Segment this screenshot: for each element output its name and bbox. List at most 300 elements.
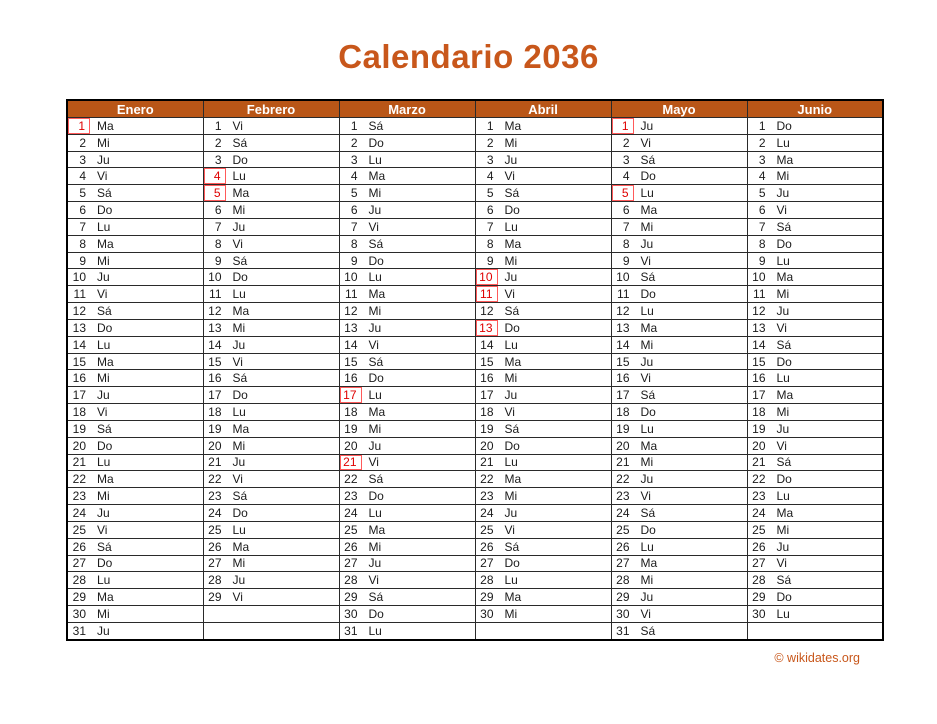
day-abbrev: Ma — [504, 236, 522, 251]
day-abbrev: Do — [640, 404, 656, 419]
day-abbrev: Ju — [640, 472, 654, 487]
day-number: 23 — [208, 489, 222, 504]
day-abbrev: Vi — [640, 371, 651, 386]
day-number: 28 — [480, 573, 494, 588]
day-abbrev: Ju — [504, 388, 518, 403]
day-number: 14 — [208, 337, 222, 352]
day-abbrev: Ju — [97, 152, 110, 167]
day-abbrev: Vi — [368, 455, 379, 470]
day-number: 10 — [208, 270, 222, 285]
day-number: 3 — [79, 152, 86, 167]
day-abbrev: Vi — [640, 606, 651, 621]
day-number: 24 — [72, 505, 86, 520]
day-abbrev: Ju — [504, 152, 518, 167]
day-row-14 — [67, 336, 883, 353]
day-abbrev: Ma — [776, 388, 794, 403]
day-cell-enero-27 — [67, 555, 203, 572]
day-number: 12 — [208, 304, 222, 319]
day-abbrev: Ju — [97, 623, 110, 638]
day-number: 1 — [350, 118, 358, 133]
day-number: 17 — [616, 388, 630, 403]
day-number: 5 — [350, 186, 358, 201]
day-number: 8 — [79, 236, 86, 251]
day-abbrev: Lu — [640, 304, 654, 319]
day-abbrev: Lu — [504, 219, 518, 234]
day-number-holiday: 13 — [476, 320, 498, 336]
day-row-21 — [67, 454, 883, 471]
day-cell-junio-15 — [747, 353, 883, 370]
day-number: 7 — [214, 219, 222, 234]
day-number: 10 — [72, 270, 86, 285]
day-abbrev: Sá — [232, 253, 248, 268]
day-number: 3 — [350, 152, 358, 167]
day-abbrev: Sá — [232, 135, 248, 150]
day-cell-abril-28 — [475, 572, 611, 589]
day-cell-febrero-16 — [203, 370, 339, 387]
day-abbrev: Lu — [640, 421, 654, 436]
day-abbrev: Ma — [232, 186, 250, 201]
day-abbrev: Mi — [368, 421, 382, 436]
day-cell-febrero-17 — [203, 387, 339, 404]
day-abbrev: Lu — [504, 455, 518, 470]
day-cell-mayo-3 — [611, 151, 747, 168]
day-abbrev: Ju — [368, 556, 382, 571]
day-abbrev: Do — [776, 236, 792, 251]
day-abbrev: Vi — [776, 438, 787, 453]
day-abbrev: Vi — [776, 556, 787, 571]
day-number: 13 — [344, 320, 358, 335]
day-number: 8 — [486, 236, 494, 251]
day-cell-enero-4 — [67, 168, 203, 185]
day-number: 1 — [214, 118, 222, 133]
day-cell-marzo-4 — [339, 168, 475, 185]
day-abbrev: Vi — [504, 522, 515, 537]
day-cell-marzo-10 — [339, 269, 475, 286]
day-number: 15 — [480, 354, 494, 369]
day-cell-mayo-6 — [611, 202, 747, 219]
day-number: 4 — [758, 169, 766, 184]
day-cell-enero-29 — [67, 589, 203, 606]
day-number: 3 — [758, 152, 766, 167]
day-abbrev: Do — [232, 388, 248, 403]
day-abbrev: Do — [232, 505, 248, 520]
day-abbrev: Do — [504, 320, 520, 335]
day-number: 19 — [616, 421, 630, 436]
day-cell-febrero-5 — [203, 185, 339, 202]
day-number: 6 — [622, 203, 630, 218]
day-number: 12 — [344, 304, 358, 319]
day-number: 6 — [350, 203, 358, 218]
day-abbrev: Vi — [368, 219, 379, 234]
day-number: 22 — [208, 472, 222, 487]
day-cell-marzo-7 — [339, 218, 475, 235]
day-number: 22 — [752, 472, 766, 487]
day-cell-febrero-24 — [203, 505, 339, 522]
day-cell-febrero-23 — [203, 488, 339, 505]
day-abbrev: Sá — [97, 186, 112, 201]
day-cell-mayo-12 — [611, 303, 747, 320]
day-cell-abril-19 — [475, 420, 611, 437]
day-cell-marzo-12 — [339, 303, 475, 320]
day-cell-junio-16 — [747, 370, 883, 387]
day-abbrev: Sá — [640, 623, 656, 638]
day-cell-junio-2 — [747, 134, 883, 151]
day-number: 9 — [486, 253, 494, 268]
day-cell-mayo-16 — [611, 370, 747, 387]
day-cell-abril-3 — [475, 151, 611, 168]
day-cell-abril-18 — [475, 404, 611, 421]
day-cell-marzo-11 — [339, 286, 475, 303]
footer-copyright-link[interactable]: © wikidates.org — [774, 651, 860, 665]
day-number: 7 — [758, 219, 766, 234]
day-cell-enero-12 — [67, 303, 203, 320]
day-number: 4 — [486, 169, 494, 184]
day-number: 22 — [480, 472, 494, 487]
day-abbrev: Lu — [776, 371, 790, 386]
day-row-2 — [67, 134, 883, 151]
day-number: 27 — [344, 556, 358, 571]
day-cell-mayo-8 — [611, 235, 747, 252]
day-number: 23 — [344, 489, 358, 504]
day-cell-junio-10 — [747, 269, 883, 286]
day-number: 22 — [616, 472, 630, 487]
day-cell-junio-21 — [747, 454, 883, 471]
month-header-marzo: Marzo — [339, 100, 475, 118]
day-number: 4 — [79, 169, 86, 184]
day-cell-mayo-17 — [611, 387, 747, 404]
month-header-mayo: Mayo — [611, 100, 747, 118]
day-cell-mayo-27 — [611, 555, 747, 572]
empty-cell — [203, 622, 339, 639]
day-cell-febrero-7 — [203, 218, 339, 235]
day-cell-abril-20 — [475, 437, 611, 454]
day-cell-abril-16 — [475, 370, 611, 387]
day-row-9 — [67, 252, 883, 269]
day-abbrev: Lu — [368, 270, 382, 285]
day-number: 11 — [617, 287, 630, 302]
day-number-holiday: 4 — [204, 168, 226, 184]
day-abbrev: Lu — [776, 489, 790, 504]
day-number: 19 — [208, 421, 222, 436]
day-row-16 — [67, 370, 883, 387]
day-cell-febrero-9 — [203, 252, 339, 269]
day-number: 16 — [344, 371, 358, 386]
day-cell-enero-22 — [67, 471, 203, 488]
day-number: 17 — [752, 388, 766, 403]
day-row-1 — [67, 118, 883, 135]
day-cell-junio-4 — [747, 168, 883, 185]
day-abbrev: Ju — [97, 388, 110, 403]
day-number: 29 — [72, 590, 86, 605]
day-row-28 — [67, 572, 883, 589]
day-number: 7 — [350, 219, 358, 234]
day-cell-junio-27 — [747, 555, 883, 572]
day-abbrev: Vi — [640, 253, 651, 268]
day-abbrev: Ma — [368, 169, 386, 184]
day-cell-febrero-13 — [203, 319, 339, 336]
day-abbrev: Ju — [232, 455, 246, 470]
day-cell-mayo-10 — [611, 269, 747, 286]
day-abbrev: Do — [368, 606, 384, 621]
day-abbrev: Ma — [504, 118, 522, 133]
day-number: 1 — [758, 118, 766, 133]
day-number: 24 — [480, 505, 494, 520]
day-number: 27 — [480, 556, 494, 571]
day-abbrev: Do — [640, 169, 656, 184]
day-number: 17 — [480, 388, 494, 403]
day-number: 28 — [344, 573, 358, 588]
day-abbrev: Sá — [97, 304, 112, 319]
day-cell-abril-4 — [475, 168, 611, 185]
day-row-29 — [67, 589, 883, 606]
day-abbrev: Sá — [640, 152, 656, 167]
day-cell-mayo-2 — [611, 134, 747, 151]
day-number: 5 — [79, 186, 86, 201]
day-number: 14 — [616, 337, 630, 352]
calendar-container — [66, 99, 882, 641]
day-abbrev: Vi — [97, 287, 108, 302]
day-cell-abril-29 — [475, 589, 611, 606]
day-number: 13 — [752, 320, 766, 335]
day-number: 2 — [486, 135, 494, 150]
day-row-8 — [67, 235, 883, 252]
day-abbrev: Sá — [640, 505, 656, 520]
day-cell-enero-20 — [67, 437, 203, 454]
day-abbrev: Mi — [232, 556, 246, 571]
day-abbrev: Ju — [776, 421, 790, 436]
day-cell-febrero-21 — [203, 454, 339, 471]
day-cell-mayo-30 — [611, 606, 747, 623]
day-row-23 — [67, 488, 883, 505]
day-abbrev: Ju — [504, 270, 518, 285]
day-abbrev: Vi — [368, 337, 379, 352]
day-cell-enero-2 — [67, 134, 203, 151]
day-abbrev: Vi — [776, 203, 787, 218]
day-row-18 — [67, 404, 883, 421]
day-number: 7 — [486, 219, 494, 234]
day-row-7 — [67, 218, 883, 235]
day-cell-enero-25 — [67, 521, 203, 538]
day-number: 21 — [208, 455, 222, 470]
day-number: 26 — [616, 539, 630, 554]
day-abbrev: Lu — [97, 337, 111, 352]
day-abbrev: Ju — [232, 337, 246, 352]
day-cell-enero-6 — [67, 202, 203, 219]
day-number: 14 — [72, 337, 86, 352]
day-abbrev: Ma — [232, 539, 250, 554]
day-abbrev: Vi — [232, 118, 243, 133]
day-abbrev: Mi — [776, 287, 790, 302]
day-number: 25 — [208, 522, 222, 537]
day-number: 18 — [72, 404, 86, 419]
day-number: 2 — [350, 135, 358, 150]
day-abbrev: Lu — [232, 522, 246, 537]
day-cell-febrero-6 — [203, 202, 339, 219]
day-number: 14 — [480, 337, 494, 352]
day-abbrev: Do — [640, 287, 656, 302]
day-cell-enero-15 — [67, 353, 203, 370]
day-number: 5 — [486, 186, 494, 201]
day-number: 21 — [752, 455, 766, 470]
day-number: 26 — [208, 539, 222, 554]
day-number: 3 — [214, 152, 222, 167]
day-number-holiday: 21 — [340, 455, 362, 471]
day-row-12 — [67, 303, 883, 320]
day-abbrev: Vi — [232, 472, 243, 487]
day-cell-abril-24 — [475, 505, 611, 522]
day-cell-marzo-18 — [339, 404, 475, 421]
day-abbrev: Ju — [776, 539, 790, 554]
day-row-26 — [67, 538, 883, 555]
day-cell-febrero-14 — [203, 336, 339, 353]
day-row-27 — [67, 555, 883, 572]
day-abbrev: Lu — [640, 186, 654, 201]
day-row-25 — [67, 521, 883, 538]
day-number: 18 — [616, 404, 630, 419]
day-number: 8 — [758, 236, 766, 251]
day-cell-enero-17 — [67, 387, 203, 404]
day-abbrev: Vi — [776, 320, 787, 335]
day-abbrev: Ma — [368, 522, 386, 537]
day-cell-febrero-1 — [203, 118, 339, 135]
day-number: 16 — [616, 371, 630, 386]
day-number: 18 — [752, 404, 766, 419]
day-number: 18 — [480, 404, 494, 419]
day-number: 19 — [752, 421, 766, 436]
day-number: 24 — [752, 505, 766, 520]
day-cell-marzo-22 — [339, 471, 475, 488]
day-cell-junio-13 — [747, 319, 883, 336]
day-cell-febrero-28 — [203, 572, 339, 589]
day-number: 12 — [480, 304, 494, 319]
day-abbrev: Mi — [97, 489, 110, 504]
day-cell-junio-19 — [747, 420, 883, 437]
day-row-13 — [67, 319, 883, 336]
day-cell-junio-12 — [747, 303, 883, 320]
day-row-5 — [67, 185, 883, 202]
day-number: 25 — [344, 522, 358, 537]
day-cell-abril-17 — [475, 387, 611, 404]
day-abbrev: Lu — [776, 253, 790, 268]
day-cell-junio-11 — [747, 286, 883, 303]
day-cell-mayo-29 — [611, 589, 747, 606]
day-number: 2 — [214, 135, 222, 150]
day-number: 16 — [480, 371, 494, 386]
day-abbrev: Do — [504, 438, 520, 453]
day-number: 28 — [616, 573, 630, 588]
day-abbrev: Do — [776, 472, 792, 487]
day-abbrev: Lu — [368, 388, 382, 403]
day-number: 27 — [616, 556, 630, 571]
day-abbrev: Vi — [232, 354, 243, 369]
day-abbrev: Mi — [504, 371, 518, 386]
day-abbrev: Vi — [232, 590, 243, 605]
day-row-30 — [67, 606, 883, 623]
day-cell-febrero-15 — [203, 353, 339, 370]
day-cell-abril-1 — [475, 118, 611, 135]
day-abbrev: Lu — [776, 135, 790, 150]
day-cell-enero-23 — [67, 488, 203, 505]
day-abbrev: Lu — [232, 404, 246, 419]
day-abbrev: Sá — [504, 421, 520, 436]
day-cell-enero-14 — [67, 336, 203, 353]
day-cell-marzo-17 — [339, 387, 475, 404]
day-cell-abril-6 — [475, 202, 611, 219]
day-number: 13 — [72, 320, 86, 335]
day-cell-enero-18 — [67, 404, 203, 421]
day-cell-abril-22 — [475, 471, 611, 488]
day-number: 28 — [208, 573, 222, 588]
day-cell-febrero-20 — [203, 437, 339, 454]
day-number: 8 — [622, 236, 630, 251]
day-cell-febrero-22 — [203, 471, 339, 488]
day-number: 14 — [344, 337, 358, 352]
day-abbrev: Mi — [504, 253, 518, 268]
day-number: 6 — [214, 203, 222, 218]
day-abbrev: Sá — [97, 421, 112, 436]
day-cell-mayo-22 — [611, 471, 747, 488]
day-cell-enero-30 — [67, 606, 203, 623]
day-abbrev: Sá — [776, 455, 792, 470]
day-number: 12 — [72, 304, 86, 319]
day-cell-marzo-2 — [339, 134, 475, 151]
day-cell-junio-25 — [747, 521, 883, 538]
day-cell-mayo-25 — [611, 521, 747, 538]
day-number: 24 — [208, 505, 222, 520]
day-abbrev: Mi — [640, 455, 654, 470]
day-cell-marzo-26 — [339, 538, 475, 555]
day-abbrev: Mi — [97, 253, 110, 268]
day-row-15 — [67, 353, 883, 370]
day-number: 9 — [350, 253, 358, 268]
day-abbrev: Mi — [504, 489, 518, 504]
day-abbrev: Do — [776, 590, 792, 605]
month-header-junio: Junio — [747, 100, 883, 118]
day-number: 28 — [72, 573, 86, 588]
empty-cell — [747, 622, 883, 639]
day-cell-mayo-1 — [611, 118, 747, 135]
day-abbrev: Mi — [97, 606, 110, 621]
day-cell-mayo-4 — [611, 168, 747, 185]
day-cell-junio-9 — [747, 252, 883, 269]
day-cell-marzo-3 — [339, 151, 475, 168]
day-cell-enero-9 — [67, 252, 203, 269]
day-number: 1 — [486, 118, 494, 133]
day-cell-enero-5 — [67, 185, 203, 202]
day-number: 29 — [208, 590, 222, 605]
day-abbrev: Vi — [640, 135, 651, 150]
day-abbrev: Sá — [232, 489, 248, 504]
day-number: 25 — [480, 522, 494, 537]
day-abbrev: Ju — [232, 219, 246, 234]
day-abbrev: Ju — [368, 438, 382, 453]
day-abbrev: Ma — [97, 354, 114, 369]
day-cell-junio-23 — [747, 488, 883, 505]
day-abbrev: Sá — [232, 371, 248, 386]
day-abbrev: Sá — [504, 304, 520, 319]
day-abbrev: Lu — [97, 573, 111, 588]
day-number: 4 — [622, 169, 630, 184]
day-abbrev: Ju — [776, 304, 790, 319]
day-cell-junio-8 — [747, 235, 883, 252]
day-abbrev: Ju — [504, 505, 518, 520]
day-number: 10 — [616, 270, 630, 285]
day-abbrev: Do — [232, 270, 248, 285]
day-number: 9 — [622, 253, 630, 268]
day-cell-marzo-24 — [339, 505, 475, 522]
day-abbrev: Lu — [368, 623, 382, 638]
day-abbrev: Do — [368, 371, 384, 386]
